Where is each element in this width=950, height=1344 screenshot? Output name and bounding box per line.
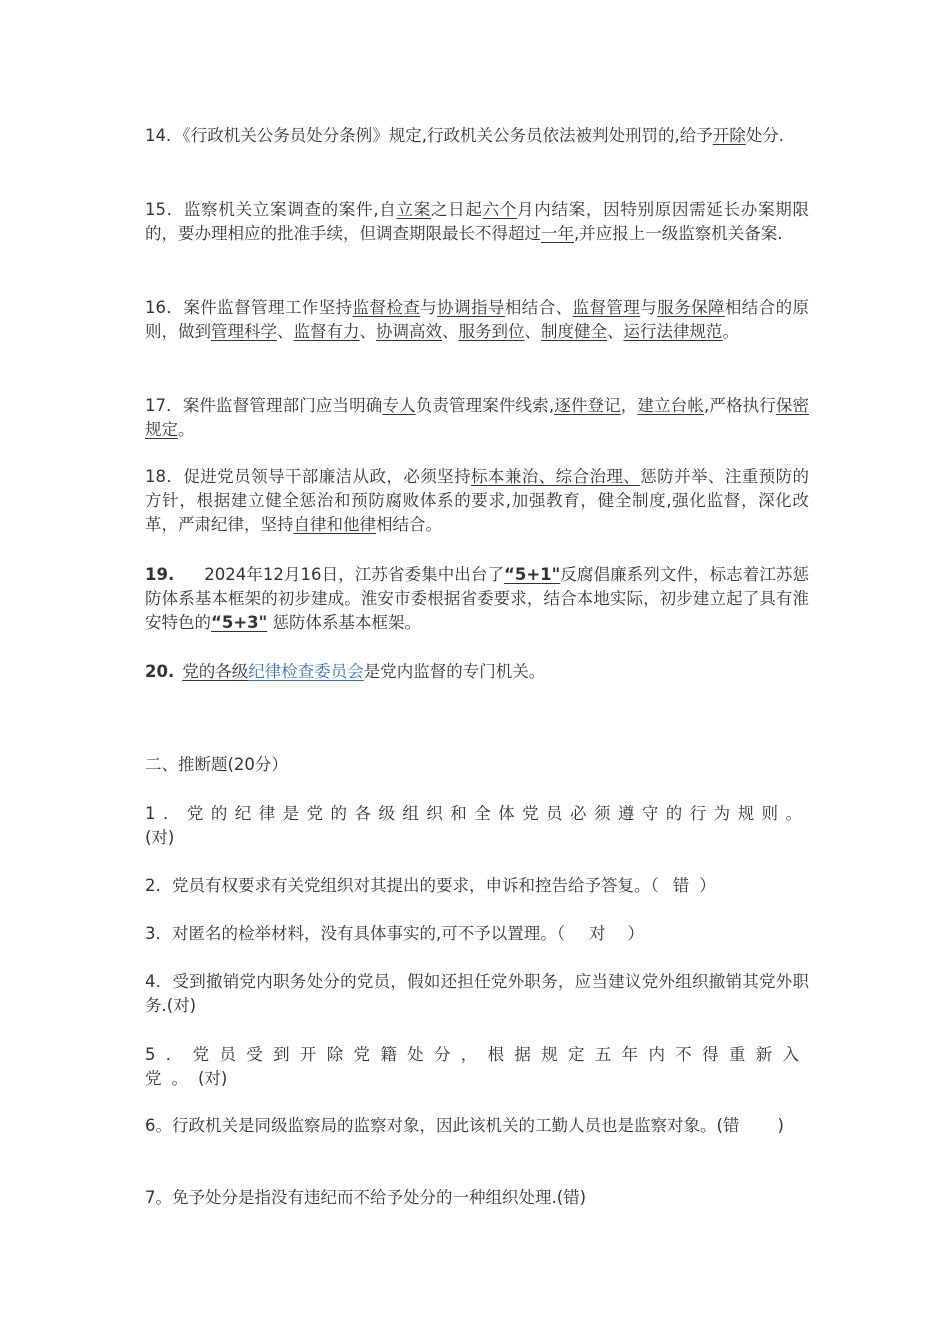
answer: (错 [716, 1116, 740, 1135]
question-text: ) [777, 1116, 784, 1135]
question-text: 党员有权要求有关党组织对其提出的要求，申诉和控告给予答复。（ [172, 876, 659, 895]
answer: (对) [145, 828, 175, 847]
question-19 [145, 563, 809, 635]
question-text: 处分. [745, 126, 784, 145]
answer-blank: 监督管理 [572, 298, 641, 317]
answer-blank: 逐件登记 [554, 396, 621, 415]
answer: (对) [198, 1069, 228, 1088]
question-text: ， [620, 396, 638, 415]
answer-blank: 六个 [482, 200, 518, 219]
question-15 [145, 198, 809, 246]
question-number: 20. [145, 662, 175, 681]
question-text: 促进党员领导干部廉洁从政，必须坚持 [183, 467, 472, 486]
question-text: 案件监督管理工作坚持 [183, 298, 353, 317]
question-20 [145, 660, 809, 684]
section-heading [145, 753, 809, 777]
answer-blank: 管理科学 [211, 322, 277, 341]
question-text: ） [627, 924, 644, 943]
answer-blank: 专人 [382, 396, 416, 415]
question-text: 惩防体系基本框架。 [267, 613, 421, 632]
question-text: 相结合的原则，做到 [145, 298, 810, 341]
answer-blank: 协调指导 [437, 298, 505, 317]
question-text: 月内结案，因特别原因需延长办案期限的，要办理相应的批准手续，但调查期限最长不得超过 [145, 200, 810, 243]
question-text: ） [699, 876, 716, 895]
question-number: 16． [145, 298, 184, 317]
question-number: 7。 [145, 1188, 172, 1207]
judge-question-3 [145, 922, 809, 946]
question-text: 党员受到开除党籍处分，根据规定五年内不得重新入党。 [145, 1045, 809, 1088]
answer-blank: 服务到位 [458, 322, 525, 341]
question-text: 惩防并举、注重预防的方针，根据建立健全惩治和预防腐败体系的要求,加强教育，健全制度,强化监督，深化改革，严肃纪律，坚持 [145, 467, 810, 534]
answer: 错 [672, 876, 690, 895]
answer-blank: 制度健全 [541, 322, 607, 341]
question-18 [145, 465, 809, 537]
answer-blank: 建立台帐 [637, 396, 704, 415]
answer-blank: “5+3" [211, 613, 268, 632]
question-text: 免予处分是指没有违纪而不给予处分的一种组织处理. [172, 1188, 557, 1207]
question-number: 3． [145, 924, 172, 943]
question-17 [145, 394, 809, 442]
answer-blank: 保密规定 [145, 396, 810, 439]
answer: (对) [166, 996, 197, 1015]
answer-blank: 协调高效 [376, 322, 442, 341]
answer-blank: 党的各级 [182, 662, 249, 681]
question-text: 对匿名的检举材料，没有具体事实的,可不予以置理。（ [172, 924, 565, 943]
question-text: ,并应报上一级监察机关备案. [574, 224, 783, 243]
question-text: 反腐倡廉系列文件，标志着江苏惩防体系基本框架的初步建成。淮安市委根据省委要求，结合本地实际，初步建立起了具有淮安特色的 [145, 565, 809, 632]
answer: 对 [589, 924, 606, 943]
answer-blank: 监督检查 [352, 298, 421, 317]
question-text: 、 [607, 322, 624, 341]
question-text: 与 [420, 298, 438, 317]
judge-question-4 [145, 970, 809, 1018]
question-14 [145, 124, 809, 148]
question-text: 2024年12月16日，江苏省委集中出台了 [204, 565, 505, 584]
question-text: 与 [640, 298, 658, 317]
question-16 [145, 296, 809, 344]
answer-blank: 标本兼治、综合治理、 [471, 467, 641, 486]
answer-blank-highlight: 纪律检查委员会 [248, 662, 364, 681]
judge-question-1 [145, 802, 809, 850]
judge-question-7 [145, 1186, 809, 1210]
question-text: ,严格执行 [703, 396, 776, 415]
section-heading-text: 二、推断题(20分） [145, 755, 288, 774]
question-text: 。 [178, 420, 195, 439]
question-text: 、 [277, 322, 294, 341]
question-text: 之日起 [430, 200, 483, 219]
question-text: 相结合、 [504, 298, 573, 317]
question-number: 19. [145, 565, 175, 584]
question-text: 相结合。 [376, 515, 442, 534]
question-text: 行政机关是同级监察局的监察对象，因此该机关的工勤人员也是监察对象。 [172, 1116, 717, 1135]
question-text: 《行政机关公务员处分条例》规定,行政机关公务员依法被判处刑罚的,给予 [182, 126, 713, 145]
question-number: 18． [145, 467, 184, 486]
question-text: 。 [722, 322, 739, 341]
question-number: 4． [145, 972, 173, 991]
answer-blank: “5+1" [504, 565, 561, 584]
question-number: 14． [145, 126, 183, 145]
answer-blank: 监督有力 [293, 322, 360, 341]
question-text: 监察机关立案调查的案件,自 [183, 200, 397, 219]
answer-blank: 服务保障 [657, 298, 725, 317]
question-number: 5． [145, 1045, 193, 1064]
answer-blank: 开除 [712, 126, 746, 145]
answer-blank: 运行法律规范 [623, 322, 723, 341]
judge-question-5 [145, 1043, 809, 1091]
judge-question-6 [145, 1114, 809, 1138]
judge-question-2 [145, 874, 809, 898]
question-text: 党的纪律是党的各级组织和全体党员必须遵守的行为规则。 [186, 804, 810, 823]
question-number: 17． [145, 396, 183, 415]
question-number: 6。 [145, 1116, 172, 1135]
answer-blank: 自律和他律 [293, 515, 376, 534]
question-text: 、 [524, 322, 541, 341]
answer: (错) [556, 1188, 587, 1207]
question-text: 是党内监督的专门机关。 [363, 662, 546, 681]
question-number: 15． [145, 200, 184, 219]
answer-blank: 一年 [541, 224, 574, 243]
question-text: 、 [359, 322, 376, 341]
question-number: 2． [145, 876, 172, 895]
question-text: 案件监督管理部门应当明确 [182, 396, 383, 415]
question-number: 1． [145, 804, 187, 823]
question-text: 负责管理案件线索, [415, 396, 555, 415]
question-text: 受到撤销党内职务处分的党员，假如还担任党外职务，应当建议党外组织撤销其党外职务. [145, 972, 810, 1015]
question-text: 、 [442, 322, 459, 341]
answer-blank: 立案 [396, 200, 431, 219]
